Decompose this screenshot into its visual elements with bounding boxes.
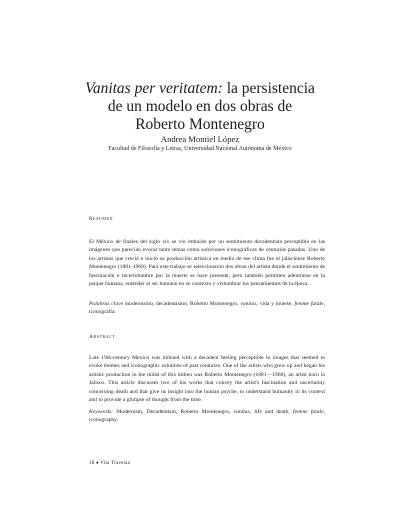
abstract-keywords-text-2: , life and death, [249, 409, 294, 415]
resumen-keyword-femme-fatale: femme fatale [294, 301, 324, 307]
abstract-heading: Abstract [89, 334, 116, 340]
resumen-keywords-text-1: modernismo, decadentismo, Roberto Montenegro, [123, 301, 241, 307]
title-italic-part: Vanitas per veritatem: [85, 80, 223, 97]
abstract-keywords-text-1: Modernism, Decadentism, Roberto Montenegro, [113, 409, 234, 415]
author-affiliation: Facultad de Filosofía y Letras, Universidad Nacional Autónoma de México [108, 146, 292, 152]
article-title [40, 80, 360, 134]
title-line2: de un modelo en dos obras de [107, 98, 293, 115]
resumen-heading: Resumen [89, 216, 114, 222]
abstract-keyword-femme-fatale: femme fatale [293, 409, 324, 415]
resumen-keyword-vanitas: vanitas [240, 301, 257, 307]
abstract-keywords [89, 408, 325, 425]
abstract-text: Late 19th-century Mexico was imbued with a decadent feeling perceptible in images that seemed to evoke themes and iconographic solutions of past centuries. One of the artists who grew up and began his artistic production in the midst of this milieu was Roberto Montenegro (1881—1968), an artist born in Jalisco. This article discusses two of his works that convey the artist's fascination and uncertainty concerning death and that give us insight into the human psyche, to understand humanity in its context and to provide a glimpse of thought from the time. [89, 355, 325, 404]
abstract-keywords-label: Keywords: [89, 409, 114, 415]
abstract-keyword-vanitas: vanitas [233, 409, 250, 415]
resumen-keywords-label: Palabras clave [89, 301, 124, 307]
title-line1-rest: la persistencia [222, 80, 315, 97]
title-line3: Roberto Montenegro [135, 116, 265, 133]
page-footer: 38 ♦ Vita Travesía [89, 461, 131, 466]
resumen-keywords [89, 300, 325, 317]
author-name: Andrea Montiel López [160, 134, 240, 144]
resumen-keywords-text-2: , vida y muerte, [256, 301, 295, 307]
abstract-keywords-text-3: , iconography. [89, 409, 325, 424]
resumen-keywords-text-3: , iconografía. [89, 301, 325, 316]
resumen-text: El México de finales del siglo xix se vio imbuido por un sentimiento decadentista perceptible en las imágenes que parecían evocar tanto temas como soluciones iconográficas de centurias pasadas. Uno de los artistas que creció e inició su producción artística en medio de ese clima fue el jalisciense Roberto Montenegro (1881-1968). Para este trabajo se seleccionaron dos obras del artista donde el sentimiento de fascinación e incertidumbre por la muerte se hace presente, pero también permiten adentrarse en la psique humana, entender al ser humano en su contexto y vislumbrar los pensamientos de la época. [89, 239, 325, 288]
